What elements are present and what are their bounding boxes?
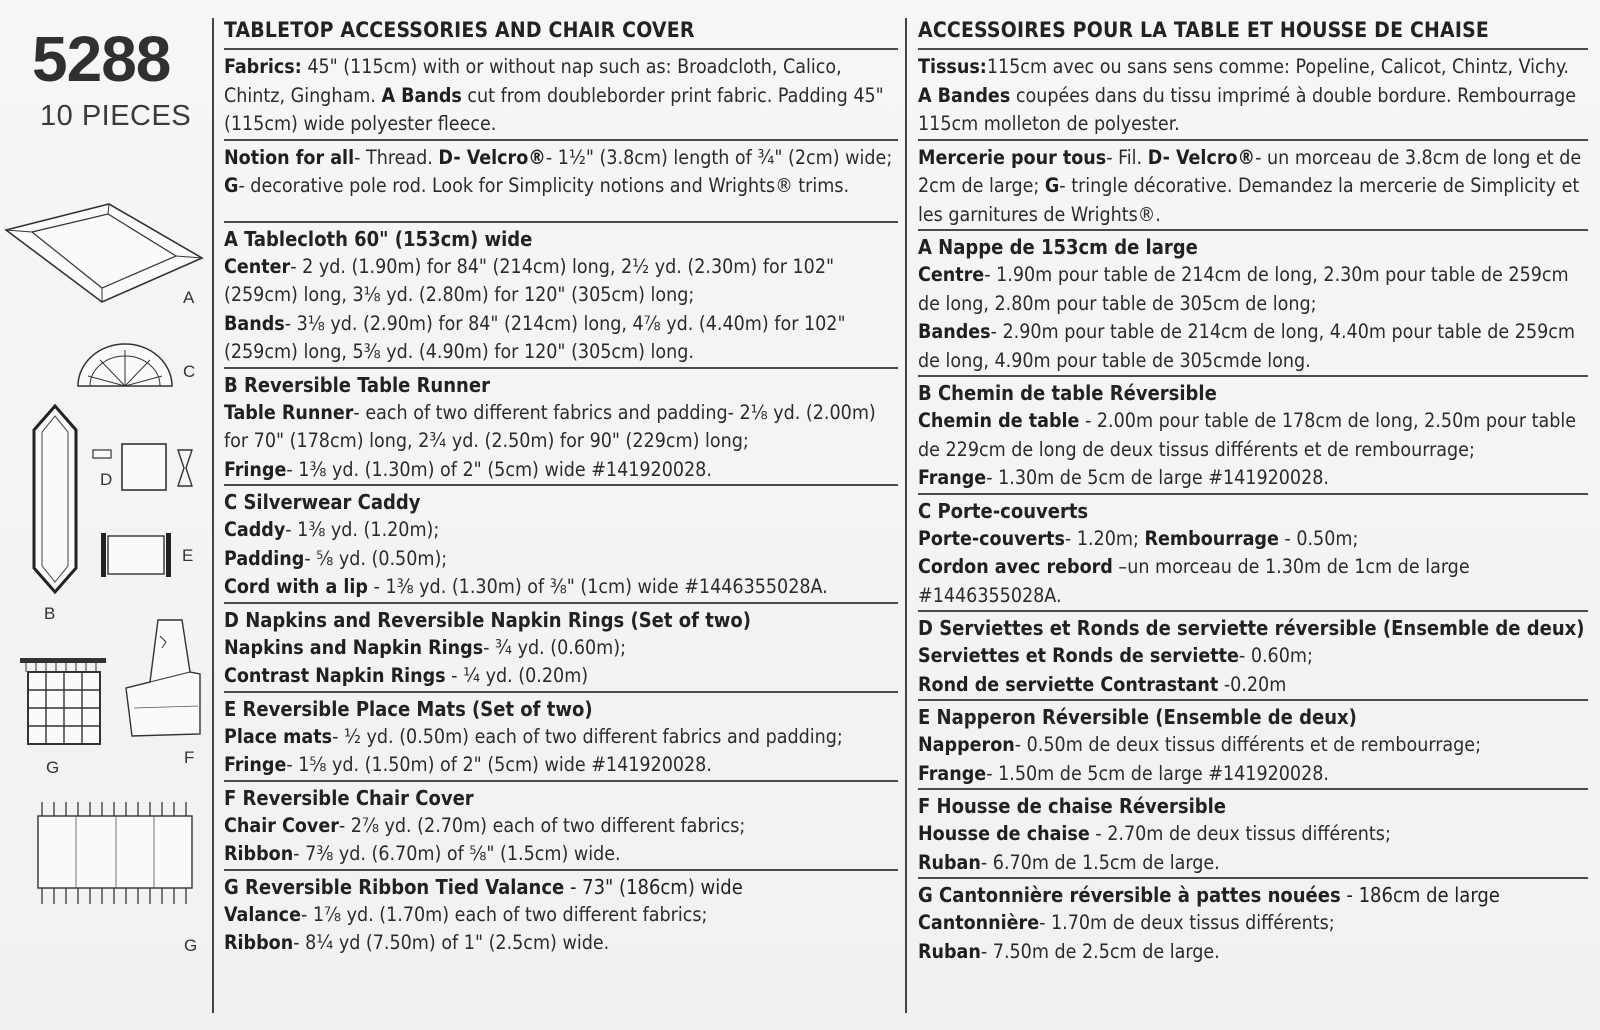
fr-section-a-title: A Nappe de 153cm de large bbox=[918, 235, 1198, 259]
en-b-line-1: Table Runner- each of two different fabrics and padding- 2⅛ yd. (2.00m) bbox=[224, 400, 876, 424]
en-section-a bbox=[224, 221, 898, 367]
en-section-b-title: B Reversible Table Runner bbox=[224, 372, 490, 397]
caddy-illustration bbox=[76, 342, 174, 390]
label-a: A bbox=[183, 288, 195, 307]
tablecloth-illustration bbox=[4, 200, 204, 310]
en-fabrics-line-2: Chintz, Gingham. A Bands cut from doubleborder print fabric. Padding 45" bbox=[224, 83, 884, 107]
fr-notions-line-2: 2cm de large; G- tringle décorative. Demandez la mercerie de Simplicity et bbox=[918, 174, 1580, 197]
en-section-f-title: F Reversible Chair Cover bbox=[224, 785, 474, 810]
fr-a-line-1: Centre- 1.90m pour table de 214cm de long, 2.30m pour table de 259cm bbox=[918, 263, 1569, 286]
english-heading: TABLETOP ACCESSORIES AND CHAIR COVER bbox=[224, 18, 695, 42]
pieces-count: 10 PIECES bbox=[40, 100, 192, 132]
label-f: F bbox=[184, 748, 195, 767]
french-column bbox=[918, 14, 1588, 966]
en-d-line-1: Napkins and Napkin Rings- ¾ yd. (0.60m); bbox=[224, 635, 627, 659]
place-mat-illustration bbox=[100, 532, 172, 578]
en-fabrics-line-1: Fabrics: 45" (115cm) with or without nap such as: Broadcloth, Calico, bbox=[224, 55, 842, 78]
en-fabrics-line-3: (115cm) wide polyester fleece. bbox=[224, 112, 497, 135]
fr-fabrics-line-2: A Bandes coupées dans du tissu imprimé à double bordure. Rembourrage bbox=[918, 83, 1577, 107]
en-section-c bbox=[224, 484, 898, 602]
left-panel bbox=[0, 0, 212, 1030]
en-e-line-1: Place mats- ½ yd. (0.50m) each of two different fabrics and padding; bbox=[224, 724, 843, 748]
fr-f-line-2: Ruban- 6.70m de 1.5cm de large. bbox=[918, 850, 1220, 874]
fr-section-e-title: E Napperon Réversible (Ensemble de deux) bbox=[918, 705, 1357, 729]
fr-section-f bbox=[918, 788, 1588, 877]
fr-section-b bbox=[918, 375, 1588, 493]
fr-notions-line-1: Mercerie pour tous- Fil. D- Velcro®- un morceau de 3.8cm de long et de bbox=[918, 145, 1582, 169]
fr-fabrics-line-3: 115cm molleton de polyester. bbox=[918, 112, 1180, 135]
divider-middle bbox=[905, 18, 907, 1013]
valance-flat-illustration bbox=[36, 800, 196, 908]
fr-c-line-3: #1446355028A. bbox=[918, 583, 1062, 607]
fr-section-d bbox=[918, 610, 1588, 699]
en-notions-line-2: G- decorative pole rod. Look for Simplicity notions and Wrights® trims. bbox=[224, 174, 850, 197]
en-section-e-title: E Reversible Place Mats (Set of two) bbox=[224, 696, 593, 721]
fr-g-line-2: Ruban- 7.50m de 2.5cm de large. bbox=[918, 939, 1220, 963]
en-c-line-2: Padding- ⅝ yd. (0.50m); bbox=[224, 546, 448, 570]
en-notions-section bbox=[224, 139, 898, 221]
fr-section-f-title: F Housse de chaise Réversible bbox=[918, 794, 1226, 818]
fr-g-line-1: Cantonnière- 1.70m de deux tissus différents; bbox=[918, 911, 1335, 934]
en-a-line-2: (259cm) long, 3⅛ yd. (2.80m) for 120" (305cm) long; bbox=[224, 283, 695, 306]
en-section-f bbox=[224, 780, 898, 869]
fr-e-line-2: Frange- 1.50m de 5cm de large #141920028. bbox=[918, 761, 1329, 785]
fr-c-line-2: Cordon avec rebord –un morceau de 1.30m de 1cm de large bbox=[918, 555, 1470, 578]
label-e: E bbox=[182, 546, 194, 565]
label-g-window: G bbox=[46, 758, 60, 777]
en-section-d bbox=[224, 602, 898, 691]
en-section-d-title: D Napkins and Reversible Napkin Rings (Set of two) bbox=[224, 607, 752, 632]
fr-e-line-1: Napperon- 0.50m de deux tissus différents et de rembourrage; bbox=[918, 733, 1481, 756]
en-fabrics-section bbox=[224, 48, 898, 139]
fr-f-line-1: Housse de chaise - 2.70m de deux tissus différents; bbox=[918, 822, 1391, 845]
en-section-b bbox=[224, 367, 898, 485]
window-valance-illustration bbox=[18, 654, 108, 748]
fr-d-line-1: Serviettes et Ronds de serviette- 0.60m; bbox=[918, 644, 1313, 667]
fr-a-line-3: Bandes- 2.90m pour table de 214cm de long, 4.40m pour table de 259cm bbox=[918, 320, 1576, 343]
en-e-line-2: Fringe- 1⅝ yd. (1.50m) of 2" (5cm) wide #141920028. bbox=[224, 753, 712, 776]
fr-section-e bbox=[918, 699, 1588, 788]
en-section-a-title: A Tablecloth 60" (153cm) wide bbox=[224, 226, 533, 251]
label-c: C bbox=[183, 362, 196, 381]
en-d-line-2: Contrast Napkin Rings - ¼ yd. (0.20m) bbox=[224, 664, 589, 687]
en-g-line-2: Ribbon- 8¼ yd (7.50m) of 1" (2.5cm) wide. bbox=[224, 931, 610, 954]
fr-fabrics-line-1: Tissus:115cm avec ou sans sens comme: Popeline, Calicot, Chintz, Vichy. bbox=[918, 55, 1569, 78]
fr-b-line-2: de 229cm de long de deux tissus différents et de rembourrage; bbox=[918, 437, 1475, 461]
en-section-e bbox=[224, 691, 898, 780]
fr-fabrics-section bbox=[918, 48, 1588, 139]
divider-left bbox=[212, 18, 214, 1013]
fr-a-line-2: de long, 2.80m pour table de 305cm de long; bbox=[918, 291, 1317, 315]
fr-section-d-title: D Serviettes et Ronds de serviette réversible (Ensemble de deux) bbox=[918, 616, 1585, 640]
en-c-line-1: Caddy- 1⅜ yd. (1.20m); bbox=[224, 518, 440, 541]
pattern-number: 5288 bbox=[32, 23, 171, 95]
fr-c-line-1: Porte-couverts- 1.20m; Rembourrage - 0.50m; bbox=[918, 526, 1359, 550]
en-a-line-1: Center- 2 yd. (1.90m) for 84" (214cm) long, 2½ yd. (2.30m) for 102" bbox=[224, 254, 835, 278]
label-g-valance: G bbox=[184, 936, 198, 955]
label-d: D bbox=[100, 470, 113, 489]
label-b: B bbox=[44, 604, 56, 623]
fr-section-g-title: G Cantonnière réversible à pattes nouées - 186cm de large bbox=[918, 883, 1500, 907]
french-heading: ACCESSOIRES POUR LA TABLE ET HOUSSE DE CHAISE bbox=[918, 18, 1489, 42]
chair-cover-illustration bbox=[120, 616, 204, 740]
en-g-line-1: Valance- 1⅞ yd. (1.70m) each of two different fabrics; bbox=[224, 902, 708, 926]
en-f-line-2: Ribbon- 7⅜ yd. (6.70m) of ⅝" (1.5cm) wide. bbox=[224, 842, 621, 865]
en-c-line-3: Cord with a lip - 1⅜ yd. (1.30m) of ⅜" (1cm) wide #1446355028A. bbox=[224, 575, 828, 598]
en-a-line-3: Bands- 3⅛ yd. (2.90m) for 84" (214cm) long, 4⅞ yd. (4.40m) for 102" bbox=[224, 311, 846, 335]
en-b-line-3: Fringe- 1⅜ yd. (1.30m) of 2" (5cm) wide #141920028. bbox=[224, 457, 712, 481]
fr-notions-line-3: les garnitures de Wrights®. bbox=[918, 202, 1161, 226]
en-a-line-4: (259cm) long, 5⅜ yd. (4.90m) for 120" (305cm) long. bbox=[224, 340, 694, 363]
fr-b-line-3: Frange- 1.30m de 5cm de large #141920028. bbox=[918, 466, 1329, 489]
fr-d-line-2: Rond de serviette Contrastant -0.20m bbox=[918, 672, 1287, 696]
fr-a-line-4: de long, 4.90m pour table de 305cmde long. bbox=[918, 348, 1311, 372]
fr-section-c-title: C Porte-couverts bbox=[918, 498, 1089, 523]
english-column bbox=[224, 14, 898, 958]
en-section-g bbox=[224, 869, 898, 958]
table-runner-illustration bbox=[32, 404, 78, 594]
fr-section-b-title: B Chemin de table Réversible bbox=[918, 381, 1217, 405]
fr-section-c bbox=[918, 493, 1588, 611]
fr-section-a bbox=[918, 229, 1588, 375]
en-section-g-title: G Reversible Ribbon Tied Valance - 73" (186cm) wide bbox=[224, 874, 743, 899]
en-b-line-2: for 70" (178cm) long, 2¾ yd. (2.50m) for 90" (229cm) long; bbox=[224, 429, 749, 452]
en-section-c-title: C Silverwear Caddy bbox=[224, 490, 421, 514]
fr-notions-section bbox=[918, 139, 1588, 230]
en-f-line-1: Chair Cover- 2⅞ yd. (2.70m) each of two different fabrics; bbox=[224, 813, 746, 837]
fr-b-line-1: Chemin de table - 2.00m pour table de 178cm de long, 2.50m pour table bbox=[918, 409, 1577, 432]
fr-section-g bbox=[918, 877, 1588, 966]
en-notions-line-1: Notion for all- Thread. D- Velcro®- 1½" (3.8cm) length of ¾" (2cm) wide; bbox=[224, 145, 893, 169]
